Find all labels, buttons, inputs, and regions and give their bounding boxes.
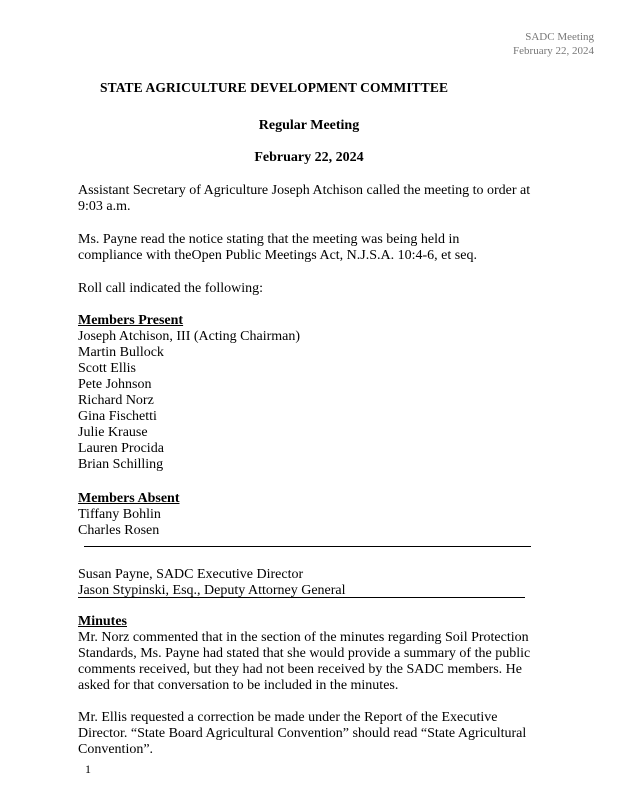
list-item: Joseph Atchison, III (Acting Chairman) (78, 329, 301, 344)
document-title: STATE AGRICULTURE DEVELOPMENT COMMITTEE (100, 80, 449, 95)
members-present-list (78, 329, 548, 473)
notice-paragraph (78, 232, 548, 264)
page-number: 1 (85, 762, 91, 776)
running-header (513, 30, 594, 58)
paragraph-line: Assistant Secretary of Agriculture Joseph Atchison called the meeting to order at (78, 183, 531, 198)
list-item: Lauren Procida (78, 441, 164, 456)
call-to-order-paragraph (78, 183, 548, 215)
paragraph-line: Mr. Norz commented that in the section of the minutes regarding Soil Protection (78, 630, 529, 645)
roll-call-text: Roll call indicated the following: (78, 281, 264, 296)
paragraph-line: compliance with theOpen Public Meetings Act, N.J.S.A. 10:4-6, et seq. (78, 248, 477, 263)
paragraph-line: Mr. Ellis requested a correction be made under the Report of the Executive (78, 710, 498, 725)
list-item: Pete Johnson (78, 377, 152, 392)
paragraph-line: comments received, but they had not been received by the SADC members. He (78, 662, 522, 677)
list-item: Charles Rosen (78, 523, 160, 538)
members-absent-heading: Members Absent (78, 491, 180, 506)
list-item: Julie Krause (78, 425, 148, 440)
minutes-paragraph-2 (78, 710, 548, 758)
list-item: Scott Ellis (78, 361, 136, 376)
paragraph-line: asked for that conversation to be included in the minutes. (78, 678, 399, 693)
members-absent-section (78, 491, 548, 539)
staff-line-2: Jason Stypinski, Esq., Deputy Attorney General (78, 583, 346, 598)
list-item: Gina Fischetti (78, 409, 157, 424)
staff-section (78, 567, 548, 599)
paragraph-line: Convention”. (78, 742, 154, 757)
section-divider (84, 546, 531, 547)
members-absent-list (78, 507, 548, 539)
paragraph-line: 9:03 a.m. (78, 199, 131, 214)
meeting-date: February 22, 2024 (254, 150, 364, 165)
members-present-section (78, 313, 548, 473)
members-present-heading: Members Present (78, 313, 184, 328)
header-line-1: SADC Meeting (525, 31, 594, 43)
document-subtitle: Regular Meeting (258, 118, 360, 133)
staff-underline (78, 597, 525, 598)
paragraph-line: Director. “State Board Agricultural Convention” should read “State Agricultural (78, 726, 527, 741)
list-item: Martin Bullock (78, 345, 164, 360)
minutes-paragraph-1 (78, 630, 548, 694)
minutes-section (78, 614, 548, 758)
minutes-heading: Minutes (78, 614, 127, 629)
list-item: Brian Schilling (78, 457, 164, 472)
paragraph-line: Ms. Payne read the notice stating that the meeting was being held in (78, 232, 460, 247)
list-item: Richard Norz (78, 393, 154, 408)
staff-line-1: Susan Payne, SADC Executive Director (78, 567, 304, 582)
header-line-2: February 22, 2024 (513, 45, 594, 57)
paragraph-line: Standards, Ms. Payne had stated that she would provide a summary of the public (78, 646, 531, 661)
list-item: Tiffany Bohlin (78, 507, 161, 522)
